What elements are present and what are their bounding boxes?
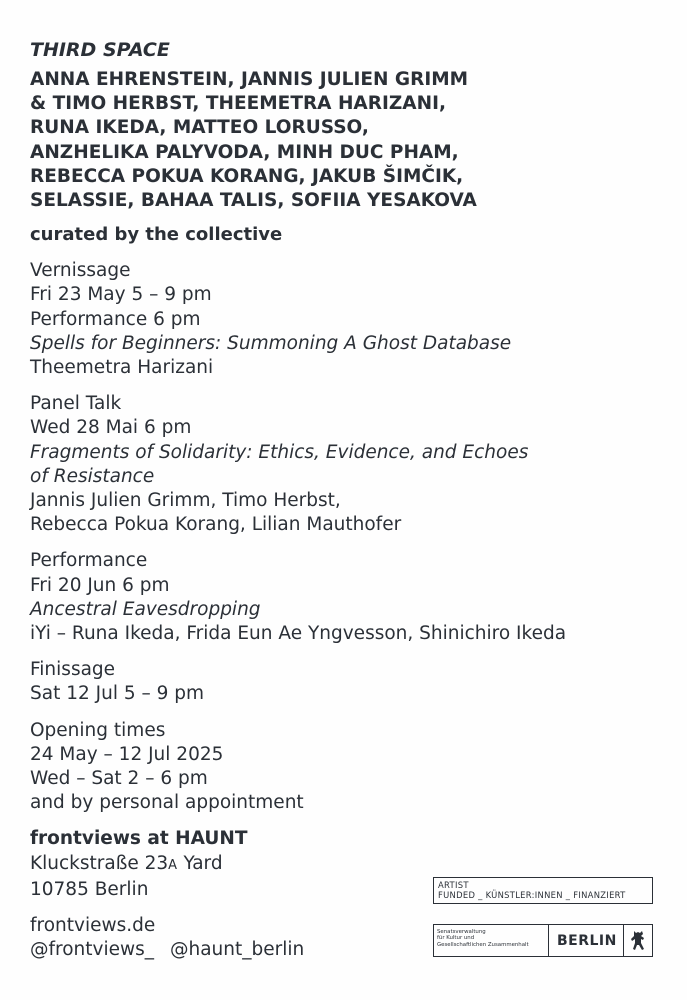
- artist-funded-logo: [433, 877, 653, 904]
- artist-line: ANNA EHRENSTEIN, JANNIS JULIEN GRIMM: [30, 69, 469, 90]
- artist-line: REBECCA POKUA KORANG, JAKUB ŠIMČIK,: [30, 165, 464, 187]
- social-handle-haunt[interactable]: @haunt_berlin: [170, 939, 305, 961]
- venue-street-tail: Yard: [177, 852, 223, 874]
- event-extra: Performance 6 pm: [30, 308, 201, 330]
- event-heading: Finissage: [30, 659, 116, 681]
- artist-list: [30, 68, 670, 213]
- venue-name: frontviews at HAUNT: [30, 828, 248, 850]
- artist-funded-line1: ARTIST: [438, 880, 469, 890]
- website-link[interactable]: frontviews.de: [30, 915, 156, 937]
- berlin-senate-logo: [433, 924, 653, 957]
- event-heading: Vernissage: [30, 260, 131, 282]
- event-date: Sat 12 Jul 5 – 9 pm: [30, 683, 205, 705]
- event-date: Fri 20 Jun 6 pm: [30, 574, 170, 596]
- opening-times: [30, 719, 670, 816]
- event-performance: [30, 549, 670, 646]
- flyer-content: [30, 38, 670, 963]
- exhibition-title: THIRD SPACE: [30, 39, 170, 61]
- artist-line: & TIMO HERBST, THEEMETRA HARIZANI,: [30, 93, 446, 115]
- event-title: Fragments of Solidarity: Ethics, Evidence, and Echoes: [30, 441, 529, 463]
- venue-street-suffix: A: [168, 857, 178, 873]
- venue-street-main: Kluckstraße 23: [30, 852, 169, 874]
- opening-heading: Opening times: [30, 719, 166, 741]
- event-title: of Resistance: [30, 465, 155, 487]
- event-date: Fri 23 May 5 – 9 pm: [30, 284, 212, 306]
- event-title: Spells for Beginners: Summoning A Ghost Database: [30, 332, 512, 354]
- event-title: Ancestral Eavesdropping: [30, 598, 261, 620]
- event-panel-talk: [30, 392, 670, 537]
- opening-line: 24 May – 12 Jul 2025: [30, 743, 224, 765]
- event-people: Theemetra Harizani: [30, 357, 214, 379]
- artist-line: ANZHELIKA PALYVODA, MINH DUC PHAM,: [30, 141, 459, 163]
- berlin-bear-icon: [623, 925, 652, 956]
- opening-line: Wed – Sat 2 – 6 pm: [30, 768, 208, 790]
- event-date: Wed 28 Mai 6 pm: [30, 417, 192, 439]
- senate-text: [434, 925, 548, 956]
- event-people: Jannis Julien Grimm, Timo Herbst,: [30, 490, 341, 512]
- event-people: Rebecca Pokua Korang, Lilian Mauthofer: [30, 514, 402, 536]
- event-heading: Panel Talk: [30, 393, 122, 415]
- artist-funded-line2: FUNDED _ KÜNSTLER:INNEN _ FINANZIERT: [438, 890, 626, 900]
- event-finissage: [30, 658, 670, 706]
- event-heading: Performance: [30, 550, 148, 572]
- artist-line: SELASSIE, BAHAA TALIS, SOFIIA YESAKOVA: [30, 190, 477, 212]
- event-vernissage: [30, 259, 670, 380]
- berlin-wordmark: BERLIN: [548, 925, 623, 956]
- senate-line: Senatsverwaltung: [437, 929, 486, 935]
- opening-line: and by personal appointment: [30, 792, 304, 814]
- social-handle-frontviews[interactable]: @frontviews_: [30, 939, 154, 961]
- venue-city: 10785 Berlin: [30, 878, 149, 900]
- artist-line: RUNA IKEDA, MATTEO LORUSSO,: [30, 117, 369, 139]
- event-people: iYi – Runa Ikeda, Frida Eun Ae Yngvesson, Shinichiro Ikeda: [30, 623, 567, 645]
- senate-line: für Kultur und: [437, 935, 475, 942]
- venue-street: [30, 852, 670, 878]
- curator-credit: curated by the collective: [30, 224, 283, 246]
- senate-line: Gesellschaftlichen Zusammenhalt: [437, 941, 529, 948]
